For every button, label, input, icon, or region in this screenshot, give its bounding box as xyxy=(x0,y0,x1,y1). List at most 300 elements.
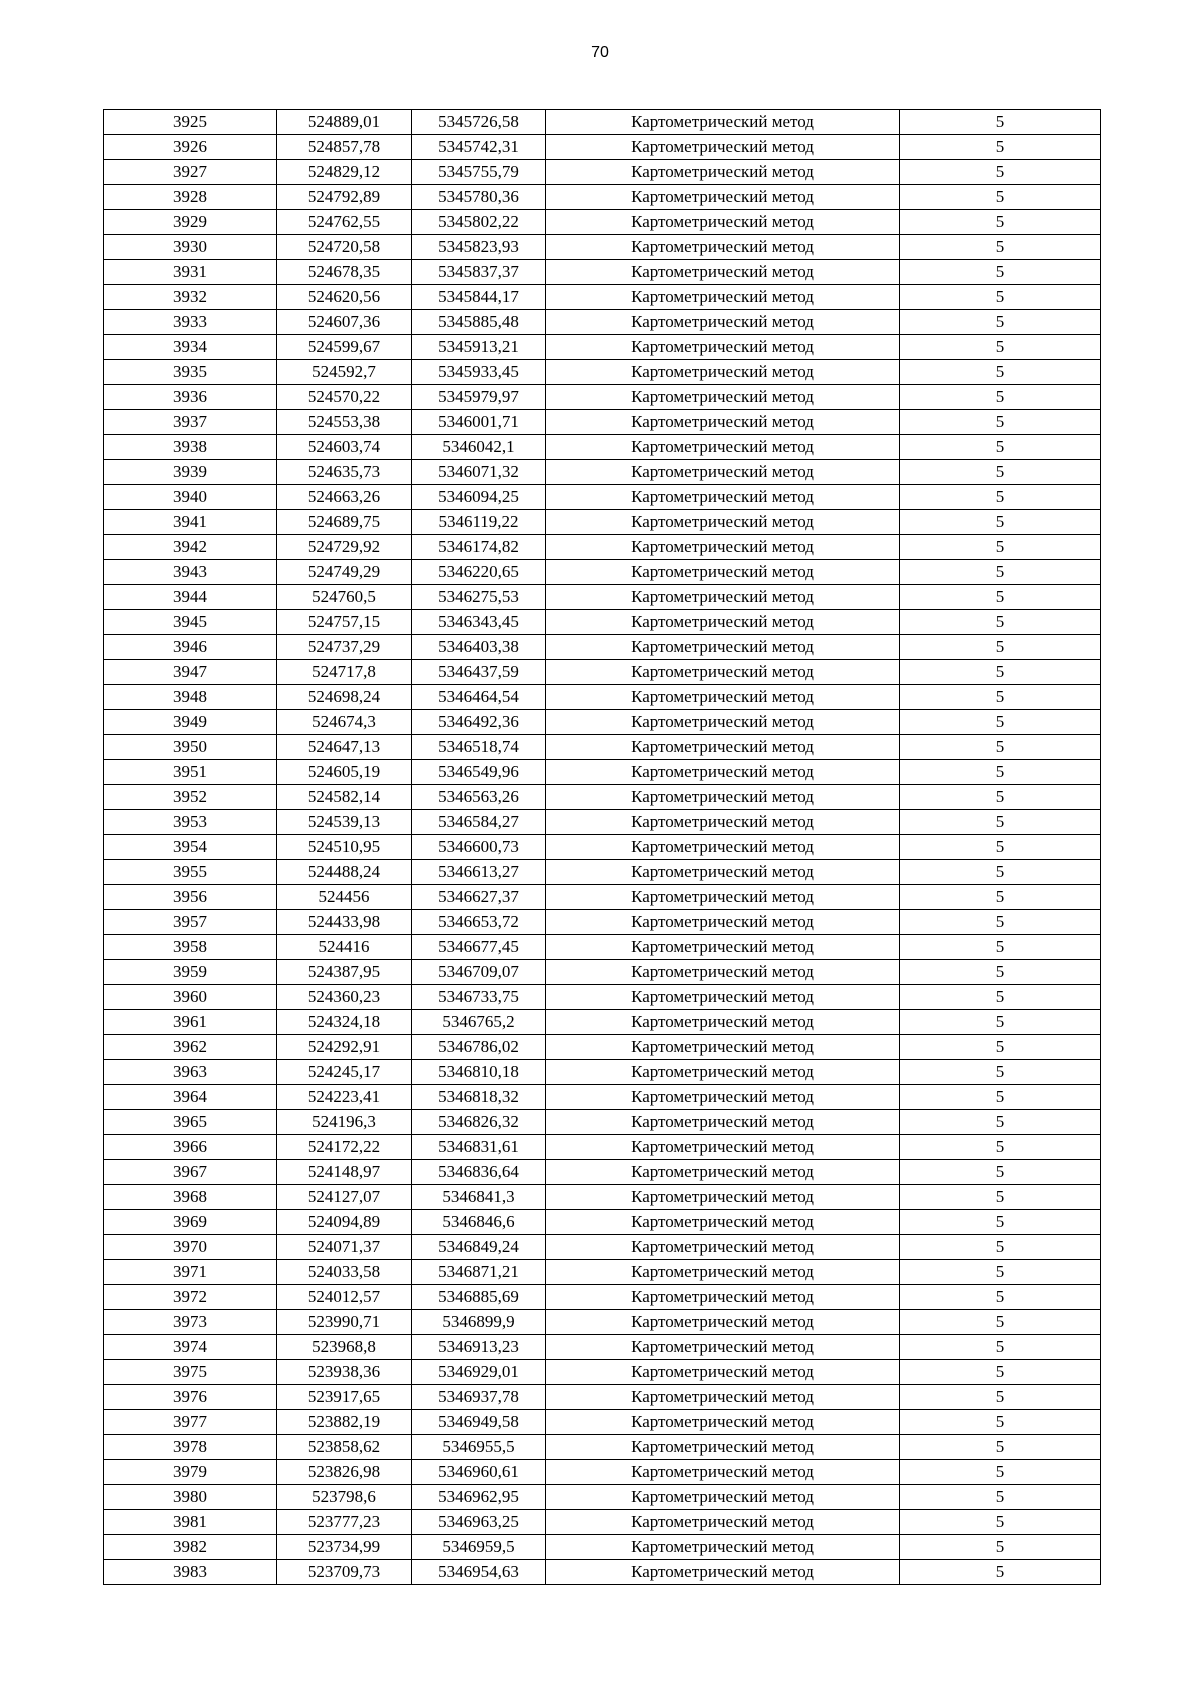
method-cell: Картометрический метод xyxy=(546,860,900,885)
point-number-cell: 3970 xyxy=(104,1235,277,1260)
method-cell: Картометрический метод xyxy=(546,410,900,435)
x-coordinate-cell: 523777,23 xyxy=(277,1510,412,1535)
table-row xyxy=(104,710,1101,735)
x-coordinate-cell: 523734,99 xyxy=(277,1535,412,1560)
accuracy-cell: 5 xyxy=(900,585,1101,610)
point-number-cell: 3968 xyxy=(104,1185,277,1210)
table-row xyxy=(104,285,1101,310)
accuracy-cell: 5 xyxy=(900,185,1101,210)
method-cell: Картометрический метод xyxy=(546,185,900,210)
accuracy-cell: 5 xyxy=(900,235,1101,260)
y-coordinate-cell: 5346836,64 xyxy=(412,1160,546,1185)
y-coordinate-cell: 5346094,25 xyxy=(412,485,546,510)
accuracy-cell: 5 xyxy=(900,710,1101,735)
table-row xyxy=(104,1560,1101,1585)
x-coordinate-cell: 523709,73 xyxy=(277,1560,412,1585)
accuracy-cell: 5 xyxy=(900,910,1101,935)
x-coordinate-cell: 524127,07 xyxy=(277,1185,412,1210)
point-number-cell: 3936 xyxy=(104,385,277,410)
x-coordinate-cell: 524172,22 xyxy=(277,1135,412,1160)
y-coordinate-cell: 5346733,75 xyxy=(412,985,546,1010)
accuracy-cell: 5 xyxy=(900,510,1101,535)
method-cell: Картометрический метод xyxy=(546,260,900,285)
method-cell: Картометрический метод xyxy=(546,110,900,135)
x-coordinate-cell: 524889,01 xyxy=(277,110,412,135)
table-row xyxy=(104,385,1101,410)
accuracy-cell: 5 xyxy=(900,1185,1101,1210)
method-cell: Картометрический метод xyxy=(546,935,900,960)
y-coordinate-cell: 5346765,2 xyxy=(412,1010,546,1035)
table-row xyxy=(104,1410,1101,1435)
y-coordinate-cell: 5346653,72 xyxy=(412,910,546,935)
y-coordinate-cell: 5346959,5 xyxy=(412,1535,546,1560)
x-coordinate-cell: 524223,41 xyxy=(277,1085,412,1110)
coordinates-table xyxy=(103,109,1101,1585)
accuracy-cell: 5 xyxy=(900,610,1101,635)
x-coordinate-cell: 524360,23 xyxy=(277,985,412,1010)
table-row xyxy=(104,985,1101,1010)
x-coordinate-cell: 524539,13 xyxy=(277,810,412,835)
point-number-cell: 3980 xyxy=(104,1485,277,1510)
point-number-cell: 3971 xyxy=(104,1260,277,1285)
accuracy-cell: 5 xyxy=(900,860,1101,885)
y-coordinate-cell: 5346841,3 xyxy=(412,1185,546,1210)
table-row xyxy=(104,1485,1101,1510)
table-row xyxy=(104,210,1101,235)
point-number-cell: 3942 xyxy=(104,535,277,560)
x-coordinate-cell: 524757,15 xyxy=(277,610,412,635)
x-coordinate-cell: 524510,95 xyxy=(277,835,412,860)
point-number-cell: 3941 xyxy=(104,510,277,535)
y-coordinate-cell: 5345844,17 xyxy=(412,285,546,310)
table-row xyxy=(104,1110,1101,1135)
y-coordinate-cell: 5345823,93 xyxy=(412,235,546,260)
table-row xyxy=(104,1135,1101,1160)
y-coordinate-cell: 5346071,32 xyxy=(412,460,546,485)
accuracy-cell: 5 xyxy=(900,310,1101,335)
point-number-cell: 3952 xyxy=(104,785,277,810)
x-coordinate-cell: 524570,22 xyxy=(277,385,412,410)
y-coordinate-cell: 5346913,23 xyxy=(412,1335,546,1360)
method-cell: Картометрический метод xyxy=(546,1235,900,1260)
x-coordinate-cell: 523968,8 xyxy=(277,1335,412,1360)
method-cell: Картометрический метод xyxy=(546,1110,900,1135)
accuracy-cell: 5 xyxy=(900,1385,1101,1410)
y-coordinate-cell: 5346518,74 xyxy=(412,735,546,760)
accuracy-cell: 5 xyxy=(900,810,1101,835)
accuracy-cell: 5 xyxy=(900,685,1101,710)
accuracy-cell: 5 xyxy=(900,885,1101,910)
method-cell: Картометрический метод xyxy=(546,435,900,460)
table-row xyxy=(104,785,1101,810)
point-number-cell: 3926 xyxy=(104,135,277,160)
method-cell: Картометрический метод xyxy=(546,1285,900,1310)
accuracy-cell: 5 xyxy=(900,1260,1101,1285)
x-coordinate-cell: 524148,97 xyxy=(277,1160,412,1185)
point-number-cell: 3963 xyxy=(104,1060,277,1085)
y-coordinate-cell: 5346119,22 xyxy=(412,510,546,535)
point-number-cell: 3947 xyxy=(104,660,277,685)
table-row xyxy=(104,160,1101,185)
accuracy-cell: 5 xyxy=(900,1285,1101,1310)
method-cell: Картометрический метод xyxy=(546,1085,900,1110)
point-number-cell: 3966 xyxy=(104,1135,277,1160)
table-row xyxy=(104,835,1101,860)
point-number-cell: 3957 xyxy=(104,910,277,935)
y-coordinate-cell: 5345913,21 xyxy=(412,335,546,360)
x-coordinate-cell: 524433,98 xyxy=(277,910,412,935)
table-row xyxy=(104,185,1101,210)
y-coordinate-cell: 5346871,21 xyxy=(412,1260,546,1285)
accuracy-cell: 5 xyxy=(900,285,1101,310)
point-number-cell: 3964 xyxy=(104,1085,277,1110)
table-row xyxy=(104,410,1101,435)
method-cell: Картометрический метод xyxy=(546,335,900,360)
coordinates-table-body xyxy=(104,110,1101,1585)
accuracy-cell: 5 xyxy=(900,1335,1101,1360)
table-row xyxy=(104,110,1101,135)
accuracy-cell: 5 xyxy=(900,985,1101,1010)
method-cell: Картометрический метод xyxy=(546,560,900,585)
table-row xyxy=(104,1060,1101,1085)
method-cell: Картометрический метод xyxy=(546,535,900,560)
x-coordinate-cell: 524553,38 xyxy=(277,410,412,435)
page-number: 70 xyxy=(591,44,609,61)
table-row xyxy=(104,960,1101,985)
y-coordinate-cell: 5345933,45 xyxy=(412,360,546,385)
accuracy-cell: 5 xyxy=(900,1310,1101,1335)
point-number-cell: 3946 xyxy=(104,635,277,660)
accuracy-cell: 5 xyxy=(900,410,1101,435)
accuracy-cell: 5 xyxy=(900,935,1101,960)
accuracy-cell: 5 xyxy=(900,110,1101,135)
accuracy-cell: 5 xyxy=(900,485,1101,510)
accuracy-cell: 5 xyxy=(900,785,1101,810)
accuracy-cell: 5 xyxy=(900,1160,1101,1185)
method-cell: Картометрический метод xyxy=(546,1510,900,1535)
point-number-cell: 3958 xyxy=(104,935,277,960)
table-row xyxy=(104,910,1101,935)
method-cell: Картометрический метод xyxy=(546,710,900,735)
point-number-cell: 3933 xyxy=(104,310,277,335)
x-coordinate-cell: 524387,95 xyxy=(277,960,412,985)
point-number-cell: 3979 xyxy=(104,1460,277,1485)
method-cell: Картометрический метод xyxy=(546,485,900,510)
y-coordinate-cell: 5346464,54 xyxy=(412,685,546,710)
accuracy-cell: 5 xyxy=(900,1235,1101,1260)
x-coordinate-cell: 524737,29 xyxy=(277,635,412,660)
x-coordinate-cell: 523938,36 xyxy=(277,1360,412,1385)
point-number-cell: 3938 xyxy=(104,435,277,460)
point-number-cell: 3932 xyxy=(104,285,277,310)
y-coordinate-cell: 5346955,5 xyxy=(412,1435,546,1460)
x-coordinate-cell: 524599,67 xyxy=(277,335,412,360)
method-cell: Картометрический метод xyxy=(546,1185,900,1210)
method-cell: Картометрический метод xyxy=(546,385,900,410)
method-cell: Картометрический метод xyxy=(546,1310,900,1335)
x-coordinate-cell: 524292,91 xyxy=(277,1035,412,1060)
accuracy-cell: 5 xyxy=(900,435,1101,460)
x-coordinate-cell: 524592,7 xyxy=(277,360,412,385)
point-number-cell: 3972 xyxy=(104,1285,277,1310)
table-row xyxy=(104,1285,1101,1310)
method-cell: Картометрический метод xyxy=(546,1560,900,1585)
table-row xyxy=(104,935,1101,960)
table-row xyxy=(104,810,1101,835)
x-coordinate-cell: 524607,36 xyxy=(277,310,412,335)
x-coordinate-cell: 524071,37 xyxy=(277,1235,412,1260)
table-row xyxy=(104,485,1101,510)
table-row xyxy=(104,360,1101,385)
method-cell: Картометрический метод xyxy=(546,510,900,535)
accuracy-cell: 5 xyxy=(900,560,1101,585)
table-row xyxy=(104,1035,1101,1060)
accuracy-cell: 5 xyxy=(900,135,1101,160)
table-row xyxy=(104,1385,1101,1410)
point-number-cell: 3983 xyxy=(104,1560,277,1585)
point-number-cell: 3934 xyxy=(104,335,277,360)
table-row xyxy=(104,1435,1101,1460)
y-coordinate-cell: 5346831,61 xyxy=(412,1135,546,1160)
method-cell: Картометрический метод xyxy=(546,1010,900,1035)
y-coordinate-cell: 5346963,25 xyxy=(412,1510,546,1535)
accuracy-cell: 5 xyxy=(900,1360,1101,1385)
y-coordinate-cell: 5346849,24 xyxy=(412,1235,546,1260)
table-row xyxy=(104,660,1101,685)
table-row xyxy=(104,135,1101,160)
method-cell: Картометрический метод xyxy=(546,1360,900,1385)
point-number-cell: 3945 xyxy=(104,610,277,635)
method-cell: Картометрический метод xyxy=(546,460,900,485)
method-cell: Картометрический метод xyxy=(546,610,900,635)
y-coordinate-cell: 5345726,58 xyxy=(412,110,546,135)
point-number-cell: 3973 xyxy=(104,1310,277,1335)
accuracy-cell: 5 xyxy=(900,1110,1101,1135)
method-cell: Картометрический метод xyxy=(546,310,900,335)
point-number-cell: 3967 xyxy=(104,1160,277,1185)
point-number-cell: 3951 xyxy=(104,760,277,785)
x-coordinate-cell: 524792,89 xyxy=(277,185,412,210)
accuracy-cell: 5 xyxy=(900,1535,1101,1560)
y-coordinate-cell: 5346174,82 xyxy=(412,535,546,560)
x-coordinate-cell: 524488,24 xyxy=(277,860,412,885)
x-coordinate-cell: 524678,35 xyxy=(277,260,412,285)
accuracy-cell: 5 xyxy=(900,1560,1101,1585)
method-cell: Картометрический метод xyxy=(546,760,900,785)
x-coordinate-cell: 523917,65 xyxy=(277,1385,412,1410)
y-coordinate-cell: 5346786,02 xyxy=(412,1035,546,1060)
point-number-cell: 3975 xyxy=(104,1360,277,1385)
y-coordinate-cell: 5346001,71 xyxy=(412,410,546,435)
method-cell: Картометрический метод xyxy=(546,735,900,760)
x-coordinate-cell: 524663,26 xyxy=(277,485,412,510)
x-coordinate-cell: 524857,78 xyxy=(277,135,412,160)
y-coordinate-cell: 5346954,63 xyxy=(412,1560,546,1585)
y-coordinate-cell: 5346275,53 xyxy=(412,585,546,610)
x-coordinate-cell: 524720,58 xyxy=(277,235,412,260)
y-coordinate-cell: 5346962,95 xyxy=(412,1485,546,1510)
y-coordinate-cell: 5346549,96 xyxy=(412,760,546,785)
accuracy-cell: 5 xyxy=(900,535,1101,560)
method-cell: Картометрический метод xyxy=(546,1335,900,1360)
point-number-cell: 3965 xyxy=(104,1110,277,1135)
table-row xyxy=(104,860,1101,885)
x-coordinate-cell: 524603,74 xyxy=(277,435,412,460)
table-row xyxy=(104,760,1101,785)
method-cell: Картометрический метод xyxy=(546,1135,900,1160)
method-cell: Картометрический метод xyxy=(546,285,900,310)
y-coordinate-cell: 5346929,01 xyxy=(412,1360,546,1385)
method-cell: Картометрический метод xyxy=(546,585,900,610)
point-number-cell: 3960 xyxy=(104,985,277,1010)
method-cell: Картометрический метод xyxy=(546,810,900,835)
x-coordinate-cell: 524094,89 xyxy=(277,1210,412,1235)
accuracy-cell: 5 xyxy=(900,735,1101,760)
point-number-cell: 3981 xyxy=(104,1510,277,1535)
accuracy-cell: 5 xyxy=(900,1435,1101,1460)
x-coordinate-cell: 524829,12 xyxy=(277,160,412,185)
accuracy-cell: 5 xyxy=(900,1510,1101,1535)
point-number-cell: 3954 xyxy=(104,835,277,860)
y-coordinate-cell: 5346492,36 xyxy=(412,710,546,735)
x-coordinate-cell: 523990,71 xyxy=(277,1310,412,1335)
accuracy-cell: 5 xyxy=(900,1410,1101,1435)
accuracy-cell: 5 xyxy=(900,160,1101,185)
y-coordinate-cell: 5346937,78 xyxy=(412,1385,546,1410)
method-cell: Картометрический метод xyxy=(546,160,900,185)
x-coordinate-cell: 524620,56 xyxy=(277,285,412,310)
x-coordinate-cell: 524635,73 xyxy=(277,460,412,485)
y-coordinate-cell: 5346403,38 xyxy=(412,635,546,660)
method-cell: Картометрический метод xyxy=(546,1035,900,1060)
point-number-cell: 3976 xyxy=(104,1385,277,1410)
accuracy-cell: 5 xyxy=(900,835,1101,860)
y-coordinate-cell: 5346613,27 xyxy=(412,860,546,885)
table-row xyxy=(104,1535,1101,1560)
y-coordinate-cell: 5346677,45 xyxy=(412,935,546,960)
x-coordinate-cell: 524416 xyxy=(277,935,412,960)
y-coordinate-cell: 5346563,26 xyxy=(412,785,546,810)
x-coordinate-cell: 523858,62 xyxy=(277,1435,412,1460)
point-number-cell: 3953 xyxy=(104,810,277,835)
method-cell: Картометрический метод xyxy=(546,1210,900,1235)
accuracy-cell: 5 xyxy=(900,1035,1101,1060)
y-coordinate-cell: 5346220,65 xyxy=(412,560,546,585)
x-coordinate-cell: 524456 xyxy=(277,885,412,910)
table-row xyxy=(104,335,1101,360)
table-row xyxy=(104,635,1101,660)
x-coordinate-cell: 524760,5 xyxy=(277,585,412,610)
y-coordinate-cell: 5346846,6 xyxy=(412,1210,546,1235)
point-number-cell: 3959 xyxy=(104,960,277,985)
method-cell: Картометрический метод xyxy=(546,1160,900,1185)
point-number-cell: 3956 xyxy=(104,885,277,910)
point-number-cell: 3982 xyxy=(104,1535,277,1560)
x-coordinate-cell: 524582,14 xyxy=(277,785,412,810)
x-coordinate-cell: 524324,18 xyxy=(277,1010,412,1035)
method-cell: Картометрический метод xyxy=(546,1385,900,1410)
y-coordinate-cell: 5346584,27 xyxy=(412,810,546,835)
method-cell: Картометрический метод xyxy=(546,835,900,860)
point-number-cell: 3962 xyxy=(104,1035,277,1060)
method-cell: Картометрический метод xyxy=(546,910,900,935)
table-row xyxy=(104,310,1101,335)
accuracy-cell: 5 xyxy=(900,760,1101,785)
accuracy-cell: 5 xyxy=(900,1460,1101,1485)
accuracy-cell: 5 xyxy=(900,335,1101,360)
method-cell: Картометрический метод xyxy=(546,235,900,260)
y-coordinate-cell: 5345802,22 xyxy=(412,210,546,235)
point-number-cell: 3948 xyxy=(104,685,277,710)
point-number-cell: 3961 xyxy=(104,1010,277,1035)
point-number-cell: 3969 xyxy=(104,1210,277,1235)
table-row xyxy=(104,1160,1101,1185)
accuracy-cell: 5 xyxy=(900,1060,1101,1085)
x-coordinate-cell: 523798,6 xyxy=(277,1485,412,1510)
point-number-cell: 3944 xyxy=(104,585,277,610)
x-coordinate-cell: 524605,19 xyxy=(277,760,412,785)
x-coordinate-cell: 524033,58 xyxy=(277,1260,412,1285)
x-coordinate-cell: 524674,3 xyxy=(277,710,412,735)
table-row xyxy=(104,1010,1101,1035)
point-number-cell: 3939 xyxy=(104,460,277,485)
accuracy-cell: 5 xyxy=(900,1010,1101,1035)
point-number-cell: 3931 xyxy=(104,260,277,285)
method-cell: Картометрический метод xyxy=(546,1060,900,1085)
y-coordinate-cell: 5345742,31 xyxy=(412,135,546,160)
x-coordinate-cell: 523882,19 xyxy=(277,1410,412,1435)
accuracy-cell: 5 xyxy=(900,1485,1101,1510)
table-row xyxy=(104,885,1101,910)
y-coordinate-cell: 5346627,37 xyxy=(412,885,546,910)
accuracy-cell: 5 xyxy=(900,660,1101,685)
x-coordinate-cell: 524245,17 xyxy=(277,1060,412,1085)
y-coordinate-cell: 5345837,37 xyxy=(412,260,546,285)
x-coordinate-cell: 524012,57 xyxy=(277,1285,412,1310)
x-coordinate-cell: 524698,24 xyxy=(277,685,412,710)
y-coordinate-cell: 5346818,32 xyxy=(412,1085,546,1110)
table-row xyxy=(104,1335,1101,1360)
method-cell: Картометрический метод xyxy=(546,985,900,1010)
y-coordinate-cell: 5345885,48 xyxy=(412,310,546,335)
table-row xyxy=(104,535,1101,560)
point-number-cell: 3927 xyxy=(104,160,277,185)
table-row xyxy=(104,685,1101,710)
accuracy-cell: 5 xyxy=(900,260,1101,285)
point-number-cell: 3974 xyxy=(104,1335,277,1360)
method-cell: Картометрический метод xyxy=(546,1410,900,1435)
table-row xyxy=(104,260,1101,285)
table-row xyxy=(104,585,1101,610)
accuracy-cell: 5 xyxy=(900,1210,1101,1235)
y-coordinate-cell: 5346042,1 xyxy=(412,435,546,460)
point-number-cell: 3930 xyxy=(104,235,277,260)
x-coordinate-cell: 524749,29 xyxy=(277,560,412,585)
method-cell: Картометрический метод xyxy=(546,1260,900,1285)
table-row xyxy=(104,1085,1101,1110)
point-number-cell: 3943 xyxy=(104,560,277,585)
method-cell: Картометрический метод xyxy=(546,1435,900,1460)
accuracy-cell: 5 xyxy=(900,1135,1101,1160)
table-row xyxy=(104,735,1101,760)
point-number-cell: 3977 xyxy=(104,1410,277,1435)
method-cell: Картометрический метод xyxy=(546,1460,900,1485)
y-coordinate-cell: 5346949,58 xyxy=(412,1410,546,1435)
x-coordinate-cell: 524762,55 xyxy=(277,210,412,235)
method-cell: Картометрический метод xyxy=(546,885,900,910)
point-number-cell: 3940 xyxy=(104,485,277,510)
table-row xyxy=(104,560,1101,585)
